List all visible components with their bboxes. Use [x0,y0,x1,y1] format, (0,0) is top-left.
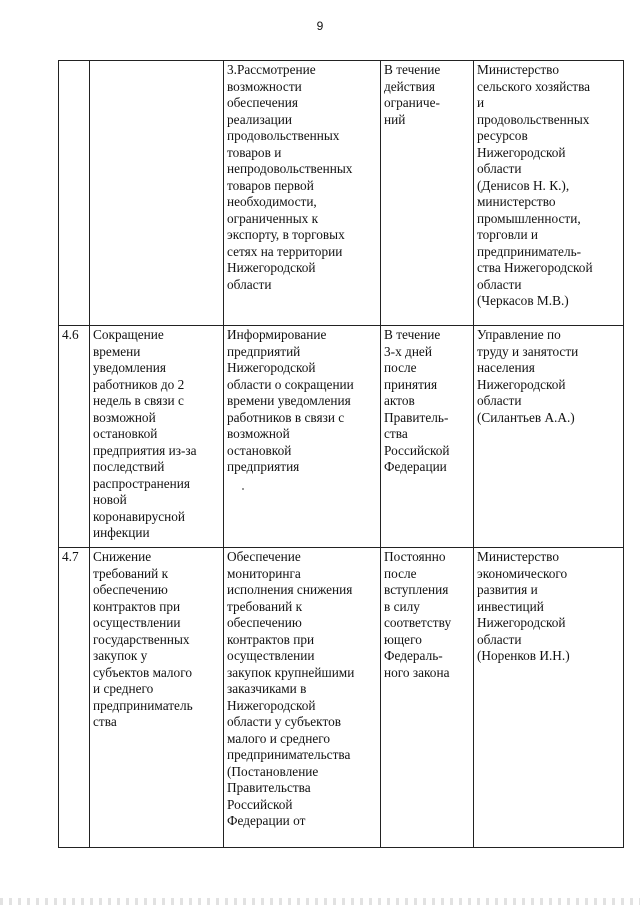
cell-line: работников в связи с [227,409,345,425]
mechanism-cell [224,548,381,848]
cell-line: ства Нижегородской [477,260,593,275]
cell-line: области [477,631,522,647]
cell-line: субъектов малого [93,664,192,680]
cell-line: возможной [227,426,290,441]
cell-line: (Силантьев А.А.) [477,409,575,425]
cell-line: остановкой [93,426,158,441]
cell-line: Сокращение [93,327,164,342]
cell-line: распространения [93,475,190,491]
cell-line: предприятия из-за [93,442,197,458]
cell-line: продовольственных [227,128,340,143]
cell-line: инфекции [93,525,150,540]
cell-line: населения [477,360,535,375]
cell-line: ний [384,111,406,127]
measure-cell [90,548,224,848]
mechanism-cell [224,326,381,548]
cell-line: Нижегородской [477,144,566,160]
cell-line: экспорту, в торговых [227,227,345,242]
cell-line: соответству [384,615,452,630]
row-number [59,61,90,326]
cell-line: коронавирусной [93,508,186,524]
deadline-cell [381,548,474,848]
cell-line: исполнения снижения [227,582,353,597]
cell-line: новой [93,492,127,507]
cell-line: после [384,360,417,375]
cell-line: уведомления [93,360,167,375]
cell-line: остановкой [227,442,292,458]
cell-line: возможности [227,78,302,94]
cell-line: Нижегородской [227,360,316,375]
mechanism-cell [224,61,381,326]
responsible-cell [474,61,624,326]
cell-line: области о сокращении [227,376,354,392]
cell-line: и среднего [93,681,154,696]
cell-line: предприятий [227,343,301,359]
cell-line: принятия [384,376,438,392]
page-number: 9 [316,19,324,33]
cell-line: предприниматель [93,697,193,713]
cell-line: Министерство [477,62,559,77]
cell-line: малого и среднего [227,730,330,746]
deadline-cell [381,326,474,548]
scan-bottom-edge [0,898,640,905]
cell-line: осуществлении [227,648,315,663]
cell-line: Российской [384,442,450,458]
cell-line: осуществлении [93,615,181,630]
cell-line: В течение [384,327,441,342]
cell-line: ограниче- [384,95,440,110]
cell-line: сельского хозяйства [477,78,591,94]
cell-line: Информирование [227,327,327,342]
cell-line: продовольственных [477,111,590,127]
cell-line: области [477,276,522,292]
cell-line: Нижегородской [477,376,566,392]
cell-line: обеспечения [227,95,298,110]
cell-line: требований к [93,565,169,581]
cell-line: предприниматель- [477,243,582,259]
cell-line: 3-х дней [384,343,432,359]
cell-line: В течение [384,62,441,77]
table-row [59,548,624,848]
cell-line: последствий [93,459,165,474]
cell-line: контрактов при [227,631,315,647]
cell-line: обеспечению [93,582,168,597]
cell-line: обеспечению [227,615,302,630]
cell-line: Правительства [227,780,311,795]
cell-line: в силу [384,598,420,614]
cell-line: необходимости, [227,194,317,209]
cell-line: (Черкасов М.В.) [477,293,569,308]
table-row [59,61,624,326]
cell-line: Федерации [384,459,447,474]
measure-cell [90,61,224,326]
cell-line: государственных [93,631,190,647]
row-number: 4.6 [59,326,90,548]
cell-line: времени [93,343,141,359]
cell-line: недель в связи с [93,393,184,408]
cell-line: после [384,565,417,581]
cell-line: времени уведомления [227,393,351,408]
cell-line: министерство [477,194,556,209]
cell-line: Правитель- [384,409,449,425]
cell-line: области [477,393,522,408]
responsible-cell [474,548,624,848]
cell-line: ства [93,714,117,729]
cell-line: промышленности, [477,210,581,226]
cell-line: предпринимательства [227,747,351,762]
responsible-cell [474,326,624,548]
cell-line: возможной [93,409,156,425]
cell-line: закупок крупнейшими [227,664,355,680]
scan-speck [242,488,244,490]
cell-line: Нижегородской [227,260,316,275]
cell-line: инвестиций [477,598,544,614]
cell-line: ющего [384,631,422,647]
cell-line: ограниченных к [227,210,319,226]
cell-line: (Норенков И.Н.) [477,648,570,663]
cell-line: и [477,95,485,110]
cell-line: Постоянно [384,549,446,564]
cell-line: (Постановление [227,763,319,779]
cell-line: контрактов при [93,598,181,614]
cell-line: предприятия [227,459,300,474]
cell-line: (Денисов Н. К.), [477,177,570,193]
cell-line: области у субъектов [227,714,342,729]
cell-line: вступления [384,582,449,597]
cell-line: труду и занятости [477,343,579,359]
cell-line: действия [384,78,436,94]
cell-line: работников до 2 [93,376,185,392]
cell-line: Обеспечение [227,549,301,564]
cell-line: ресурсов [477,128,528,143]
cell-line: актов [384,393,415,408]
cell-line: Федераль- [384,648,443,663]
cell-line: мониторинга [227,565,301,581]
cell-line: непродовольственных [227,161,353,176]
cell-line: Федерации от [227,813,306,828]
table-row [59,326,624,548]
cell-line: области [477,161,522,176]
cell-line: развития и [477,582,538,597]
cell-line: ного закона [384,664,450,680]
cell-line: сетях на территории [227,243,343,259]
cell-line: Нижегородской [227,697,316,713]
row-number: 4.7 [59,548,90,848]
cell-line: экономического [477,565,568,581]
cell-line: торговли и [477,227,538,242]
cell-line: закупок у [93,648,148,663]
cell-line: товаров и [227,144,282,160]
cell-line: области [227,276,272,292]
cell-line: Министерство [477,549,559,564]
cell-line: Нижегородской [477,615,566,630]
deadline-cell [381,61,474,326]
cell-line: 3.Рассмотрение [227,62,316,77]
cell-line: Снижение [93,549,152,564]
cell-line: ства [384,426,408,441]
cell-line: реализации [227,111,292,127]
measures-table [58,60,624,848]
cell-line: Управление по [477,327,561,342]
cell-line: Российской [227,796,293,812]
cell-line: товаров первой [227,177,314,193]
measure-cell [90,326,224,548]
cell-line: заказчиками в [227,681,307,696]
cell-line: требований к [227,598,303,614]
